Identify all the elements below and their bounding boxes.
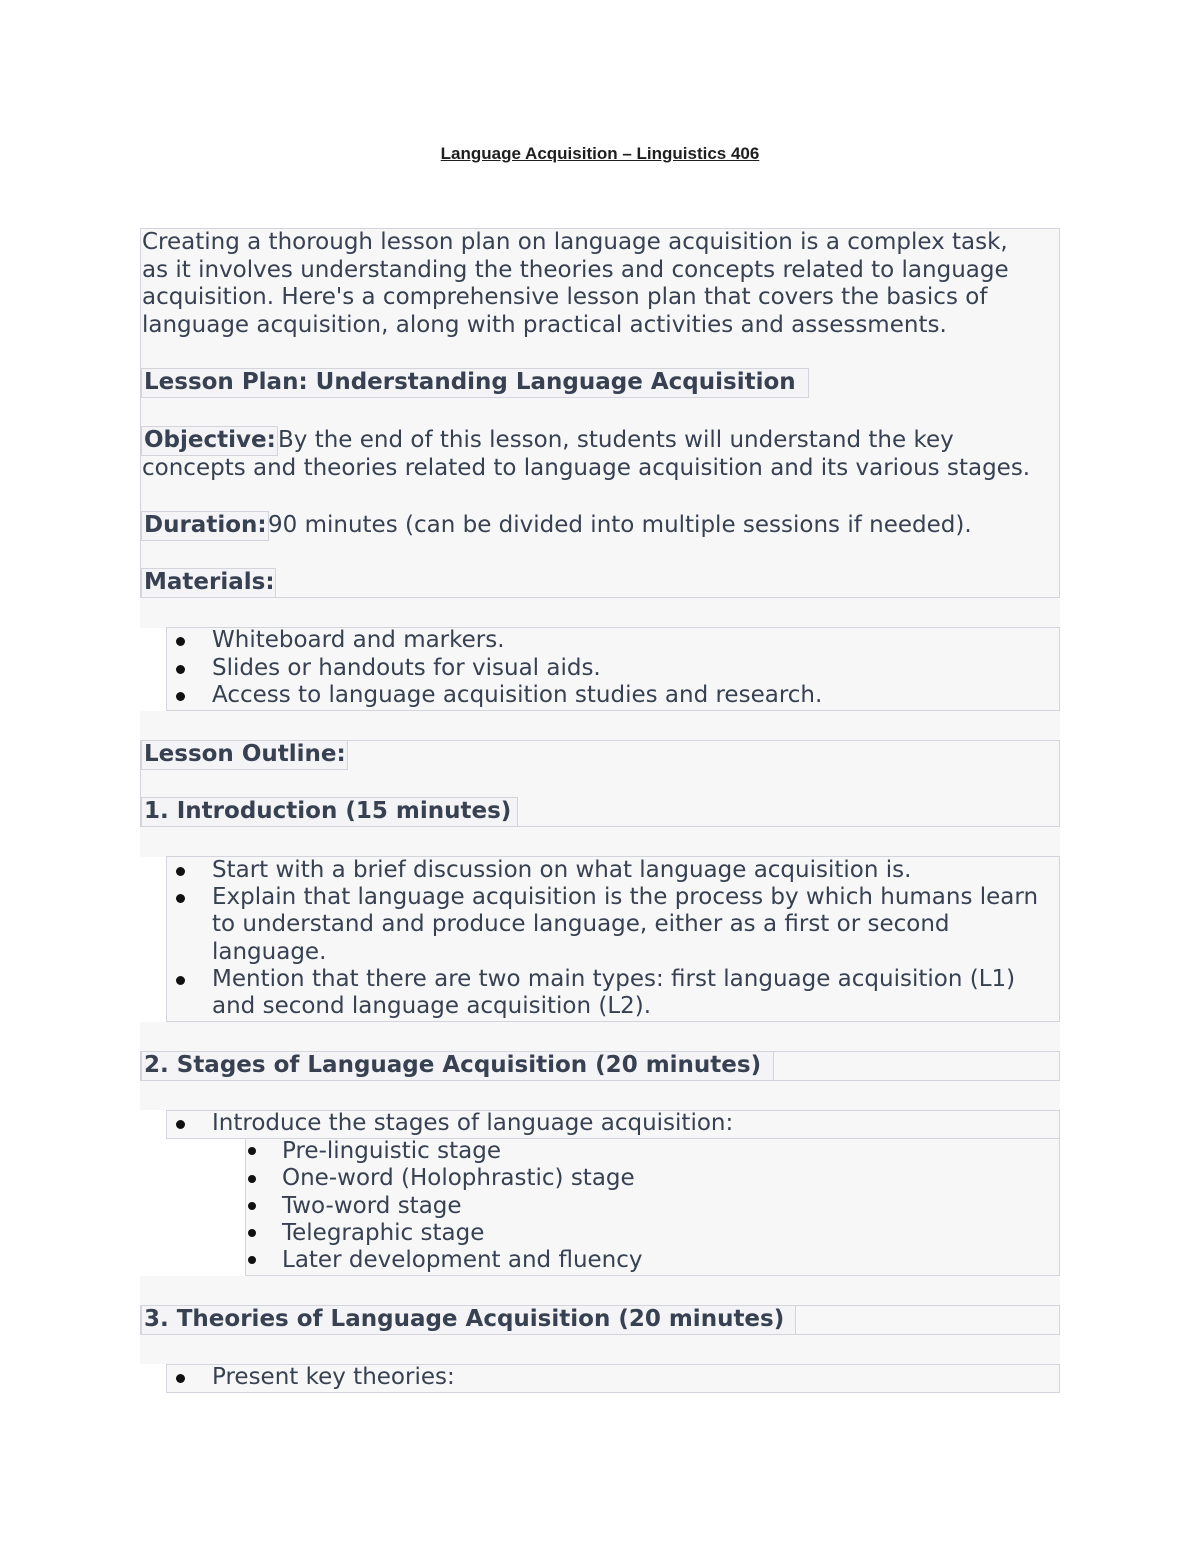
spacer: [140, 1081, 1060, 1110]
section-1-item-3-line-1: Mention that there are two main types: first language acquisition (L1): [212, 966, 1016, 992]
bullet-icon: [176, 1374, 185, 1383]
objective-text-2: concepts and theories related to language acquisition and its various stages.: [142, 455, 1031, 481]
section-1-item-1: Start with a brief discussion on what language acquisition is.: [212, 857, 912, 883]
section-1-item-2-line-3: language.: [212, 939, 327, 965]
section-1-item-3-line-2: and second language acquisition (L2).: [212, 993, 652, 1019]
section-1-item-2-line-2: to understand and produce language, either as a first or second: [212, 911, 950, 937]
objective-label: Objective:: [141, 426, 278, 456]
section-1-heading: 1. Introduction (15 minutes): [141, 797, 518, 827]
section-1-item-2-line-1: Explain that language acquisition is the process by which humans learn: [212, 884, 1039, 910]
bullet-icon: [248, 1175, 256, 1183]
bullet-icon: [248, 1229, 256, 1237]
intro-line-3: acquisition. Here's a comprehensive lesson plan that covers the basics of: [142, 284, 988, 310]
objective-text-1: By the end of this lesson, students will understand the key: [278, 427, 954, 453]
intro-line-1: Creating a thorough lesson plan on language acquisition is a complex task,: [142, 229, 1008, 255]
duration-label: Duration:: [141, 511, 269, 541]
lesson-plan-heading: Lesson Plan: Understanding Language Acquisition: [141, 368, 809, 398]
bullet-icon: [176, 1120, 185, 1129]
document-title: Language Acquisition – Linguistics 406: [440, 144, 760, 163]
bullet-icon: [248, 1256, 256, 1264]
bullet-icon: [176, 692, 185, 701]
spacer: [140, 1276, 1060, 1305]
lesson-outline-heading: Lesson Outline:: [141, 740, 348, 770]
materials-item-1: Whiteboard and markers.: [212, 627, 505, 653]
bullet-icon: [248, 1202, 256, 1210]
stage-5: Later development and fluency: [282, 1247, 643, 1273]
spacer: [140, 711, 1060, 741]
bullet-icon: [248, 1147, 256, 1155]
intro-line-2: as it involves understanding the theories and concepts related to language: [142, 257, 1009, 283]
bullet-icon: [176, 665, 185, 674]
section-3-heading: 3. Theories of Language Acquisition (20 minutes): [141, 1305, 796, 1335]
spacer: [140, 598, 1060, 628]
spacer: [140, 827, 1060, 857]
bullet-icon: [176, 867, 185, 876]
section-3-item: Present key theories:: [212, 1364, 455, 1390]
materials-item-2: Slides or handouts for visual aids.: [212, 655, 601, 681]
stage-2: One-word (Holophrastic) stage: [282, 1165, 635, 1191]
section-2-item: Introduce the stages of language acquisition:: [212, 1110, 734, 1136]
intro-line-4: language acquisition, along with practical activities and assessments.: [142, 312, 947, 338]
stage-3: Two-word stage: [282, 1193, 462, 1219]
materials-label: Materials:: [141, 568, 276, 598]
duration-text: 90 minutes (can be divided into multiple sessions if needed).: [268, 512, 972, 538]
spacer: [140, 1335, 1060, 1364]
bullet-icon: [176, 894, 185, 903]
stage-4: Telegraphic stage: [282, 1220, 485, 1246]
bullet-icon: [176, 976, 185, 985]
materials-item-3: Access to language acquisition studies and research.: [212, 682, 823, 708]
stage-1: Pre-linguistic stage: [282, 1138, 501, 1164]
spacer: [140, 1022, 1060, 1051]
section-2-heading: 2. Stages of Language Acquisition (20 minutes): [141, 1051, 774, 1081]
bullet-icon: [176, 637, 185, 646]
